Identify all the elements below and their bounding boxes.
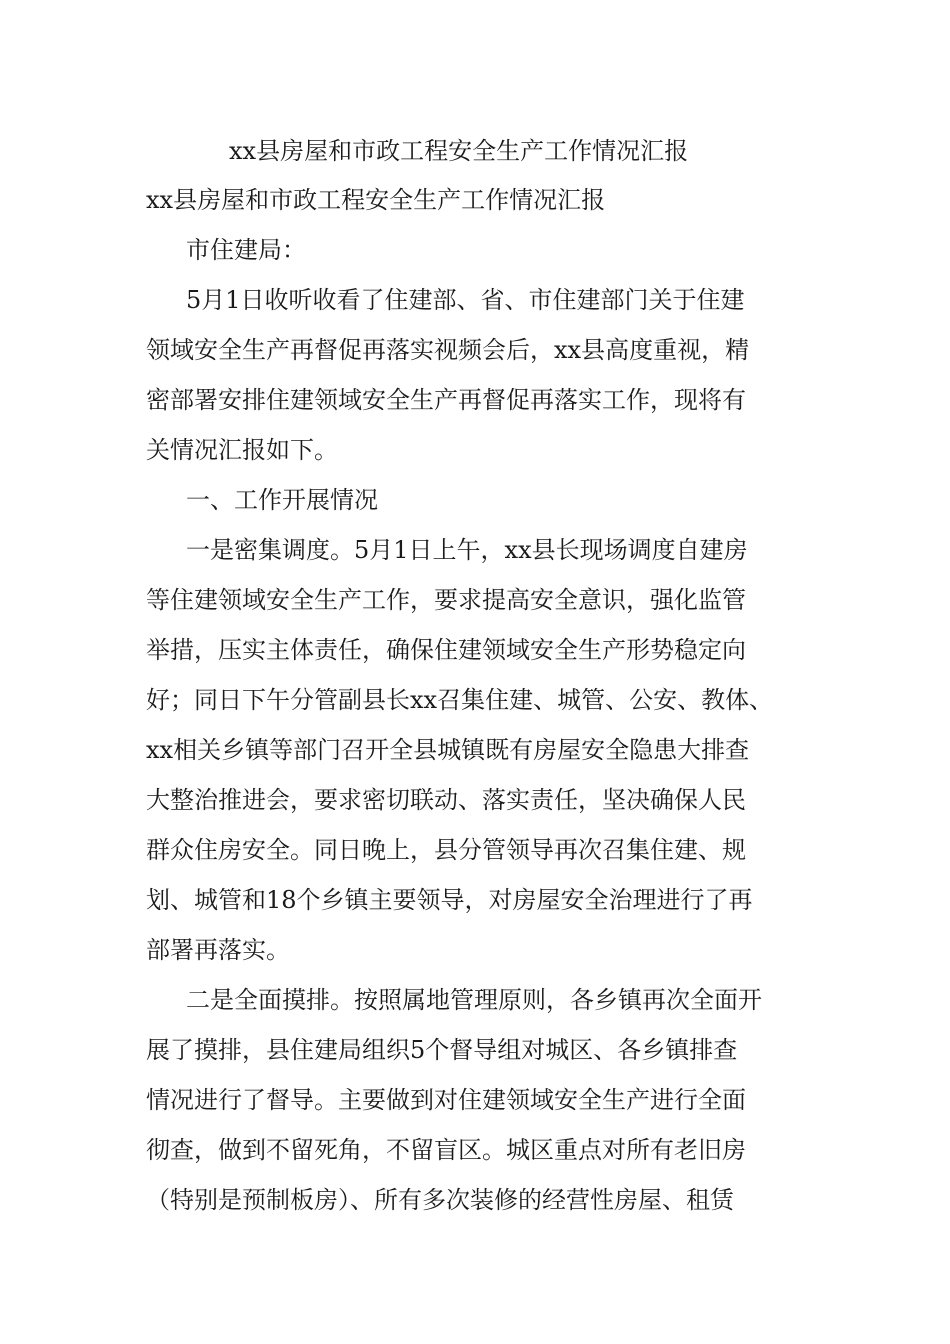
paragraph-line: （特别是预制板房）、所有多次装修的经营性房屋、租赁 (146, 1186, 734, 1214)
paragraph-line: 部署再落实。 (146, 936, 290, 964)
paragraph-line: 等住建领域安全生产工作，要求提高安全意识，强化监管 (146, 586, 746, 614)
paragraph-line: 密部署安排住建领域安全生产再督促再落实工作，现将有 (146, 386, 746, 414)
paragraph-line: 一是密集调度。5月1日上午，xx县长现场调度自建房 (186, 536, 748, 564)
document-title: xx县房屋和市政工程安全生产工作情况汇报 (229, 137, 689, 165)
salutation: 市住建局： (186, 236, 306, 264)
paragraph-line: 情况进行了督导。主要做到对住建领域安全生产进行全面 (146, 1086, 746, 1114)
paragraph-line: 划、城管和18个乡镇主要领导，对房屋安全治理进行了再 (146, 886, 753, 914)
paragraph-line: 二是全面摸排。按照属地管理原则，各乡镇再次全面开 (186, 986, 762, 1014)
paragraph-line: 5月1日收听收看了住建部、省、市住建部门关于住建 (186, 286, 745, 314)
document-subtitle: xx县房屋和市政工程安全生产工作情况汇报 (146, 186, 606, 214)
paragraph-line: xx相关乡镇等部门召开全县城镇既有房屋安全隐患大排查 (146, 736, 750, 764)
section-heading: 一、工作开展情况 (186, 486, 378, 514)
paragraph-line: 举措，压实主体责任，确保住建领域安全生产形势稳定向 (146, 636, 746, 664)
paragraph-line: 好；同日下午分管副县长xx召集住建、城管、公安、教体、 (146, 686, 774, 714)
paragraph-line: 彻查，做到不留死角，不留盲区。城区重点对所有老旧房 (146, 1136, 746, 1164)
paragraph-line: 关情况汇报如下。 (146, 436, 338, 464)
paragraph-line: 领域安全生产再督促再落实视频会后，xx县高度重视，精 (146, 336, 750, 364)
paragraph-line: 群众住房安全。同日晚上，县分管领导再次召集住建、规 (146, 836, 746, 864)
paragraph-line: 展了摸排，县住建局组织5个督导组对城区、各乡镇排查 (146, 1036, 738, 1064)
paragraph-line: 大整治推进会，要求密切联动、落实责任，坚决确保人民 (146, 786, 746, 814)
